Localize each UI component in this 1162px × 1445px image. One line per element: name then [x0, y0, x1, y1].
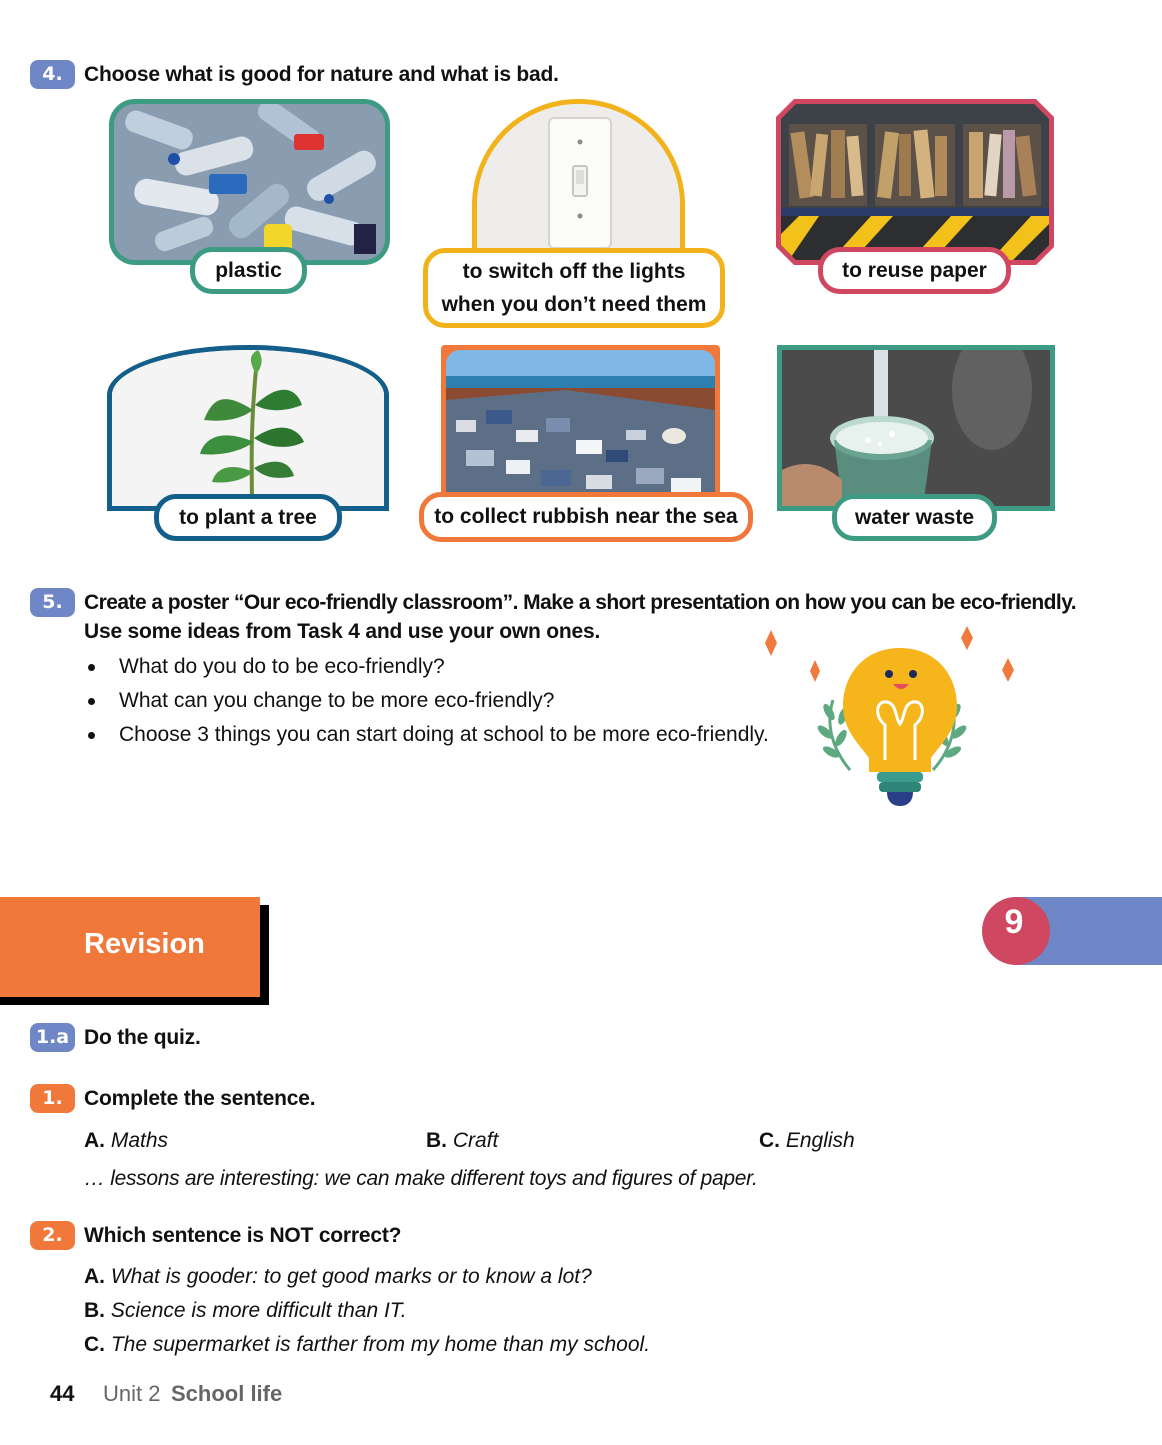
light-switch-icon — [477, 104, 680, 261]
task-5-badge: 5. — [30, 588, 75, 617]
question-2-option-b[interactable] — [84, 1299, 407, 1323]
list-item: What can you change to be more eco-friendly? — [85, 684, 769, 718]
water-waste-image — [777, 345, 1055, 511]
question-1-sentence: … lessons are interesting: we can make different toys and figures of paper. — [84, 1167, 758, 1190]
switch-off-lights-label — [423, 248, 725, 328]
option-text: What is gooder: to get good marks or to know a lot? — [110, 1265, 592, 1288]
option-letter: C. — [759, 1129, 786, 1152]
running-tap-icon — [782, 350, 1050, 506]
question-1-title: Complete the sentence. — [84, 1087, 316, 1110]
question-2-option-a[interactable] — [84, 1265, 592, 1289]
task-5-title-line1: Create a poster “Our eco-friendly classroom”. Make a short presentation on how you can be eco-friendly. — [84, 591, 1077, 614]
list-item: What do you do to be eco-friendly? — [85, 650, 769, 684]
option-text: Maths — [110, 1129, 169, 1152]
task-4-title: Choose what is good for nature and what is bad. — [84, 63, 559, 86]
rubbish-dump-icon — [446, 350, 715, 497]
question-1-option-b[interactable] — [426, 1129, 498, 1153]
option-text: English — [785, 1129, 855, 1152]
question-1-option-a[interactable] — [84, 1129, 168, 1153]
task-5-title-line2: Use some ideas from Task 4 and use your own ones. — [84, 620, 601, 643]
reuse-paper-image — [776, 99, 1054, 265]
rubbish-image — [441, 345, 720, 497]
option-text: The supermarket is farther from my home than my school. — [110, 1333, 651, 1356]
question-2-badge: 2. — [30, 1221, 75, 1250]
question-2-title: Which sentence is NOT correct? — [84, 1224, 402, 1247]
option-letter: A. — [84, 1265, 111, 1288]
question-1-badge: 1. — [30, 1084, 75, 1113]
plant-tree-image — [107, 345, 389, 511]
plant-tree-label: to plant a tree — [154, 494, 342, 541]
quiz-badge: 1.a — [30, 1023, 75, 1052]
option-text: Science is more difficult than IT. — [110, 1299, 407, 1322]
option-letter: B. — [84, 1299, 111, 1322]
plastic-label: plastic — [190, 247, 307, 294]
switch-off-lights-line1: to switch off the lights — [462, 260, 686, 283]
switch-off-lights-line2: when you don’t need them — [441, 293, 707, 316]
lesson-number: 9 — [1004, 903, 1024, 941]
plastic-image — [109, 99, 390, 265]
unit-title: School life — [171, 1381, 283, 1406]
quiz-title: Do the quiz. — [84, 1026, 201, 1049]
light-switch-image — [472, 99, 685, 261]
option-letter: C. — [84, 1333, 111, 1356]
collect-rubbish-label: to collect rubbish near the sea — [419, 492, 753, 542]
question-2-option-c[interactable] — [84, 1333, 650, 1357]
revision-title: Revision — [84, 928, 205, 960]
task-5-bullets — [85, 650, 769, 752]
list-item: Choose 3 things you can start doing at school to be more eco-friendly. — [85, 718, 769, 752]
option-letter: A. — [84, 1129, 111, 1152]
lightbulb-idea-icon — [755, 620, 1025, 815]
page-number: 44 — [50, 1381, 75, 1406]
option-text: Craft — [452, 1129, 499, 1152]
option-letter: B. — [426, 1129, 453, 1152]
plant-sprout-icon — [112, 350, 384, 511]
task-4-badge: 4. — [30, 60, 75, 89]
plastic-bottles-icon — [114, 104, 385, 260]
cardboard-bins-icon — [781, 104, 1049, 260]
unit-label: Unit 2 — [103, 1381, 161, 1406]
reuse-paper-label: to reuse paper — [818, 247, 1011, 294]
water-waste-label: water waste — [832, 494, 997, 541]
question-1-option-c[interactable] — [759, 1129, 855, 1153]
